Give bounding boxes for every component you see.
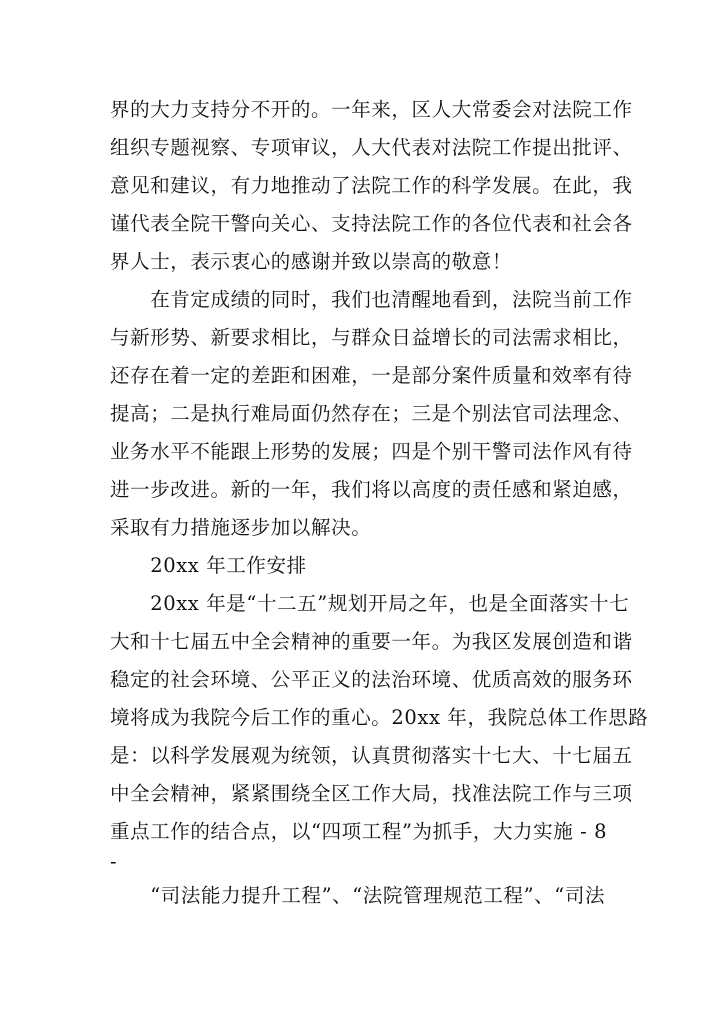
text-line: 20xx 年是“十二五”规划开局之年，也是全面落实十七 — [110, 592, 630, 615]
text-line: 界的大力支持分不开的。一年来，区人大常委会对法院工作 — [110, 98, 633, 121]
text-line: 提高；二是执行难局面仍然存在；三是个别法官司法理念、 — [110, 402, 633, 425]
text-line: 稳定的社会环境、公平正义的法治环境、优质高效的服务环 — [110, 668, 633, 691]
text-line: 大和十七届五中全会精神的重要一年。为我区发展创造和谐 — [110, 630, 633, 653]
text-line: 重点工作的结合点，以“四项工程”为抓手，大力实施 - 8 — [110, 820, 608, 843]
text-line: 进一步改进。新的一年，我们将以高度的责任感和紧迫感， — [110, 478, 633, 501]
text-line: 谨代表全院干警向关心、支持法院工作的各位代表和社会各 — [110, 212, 633, 235]
text-line: “司法能力提升工程”、“法院管理规范工程”、“司法 — [110, 884, 606, 907]
text-line: 界人士，表示衷心的感谢并致以崇高的敬意！ — [110, 250, 513, 273]
section-heading: 20xx 年工作安排 — [110, 554, 307, 577]
text-line: 组织专题视察、专项审议，人大代表对法院工作提出批评、 — [110, 136, 633, 159]
text-line: 是：以科学发展观为统领，认真贯彻落实十七大、十七届五 — [110, 744, 633, 767]
text-line: 境将成为我院今后工作的重心。20xx 年，我院总体工作思路 — [110, 706, 649, 729]
text-line: 业务水平不能跟上形势的发展；四是个别干警司法作风有待 — [110, 440, 633, 463]
text-line: 还存在着一定的差距和困难，一是部分案件质量和效率有待 — [110, 364, 633, 387]
text-line: 在肯定成绩的同时，我们也清醒地看到，法院当前工作 — [110, 288, 633, 311]
text-line: 中全会精神，紧紧围绕全区工作大局，找准法院工作与三项 — [110, 782, 633, 805]
text-line: 与新形势、新要求相比，与群众日益增长的司法需求相比， — [110, 326, 633, 349]
text-line: 采取有力措施逐步加以解决。 — [110, 516, 372, 539]
text-line: 意见和建议，有力地推动了法院工作的科学发展。在此，我 — [110, 174, 633, 197]
page-number-dash: - — [110, 850, 118, 873]
